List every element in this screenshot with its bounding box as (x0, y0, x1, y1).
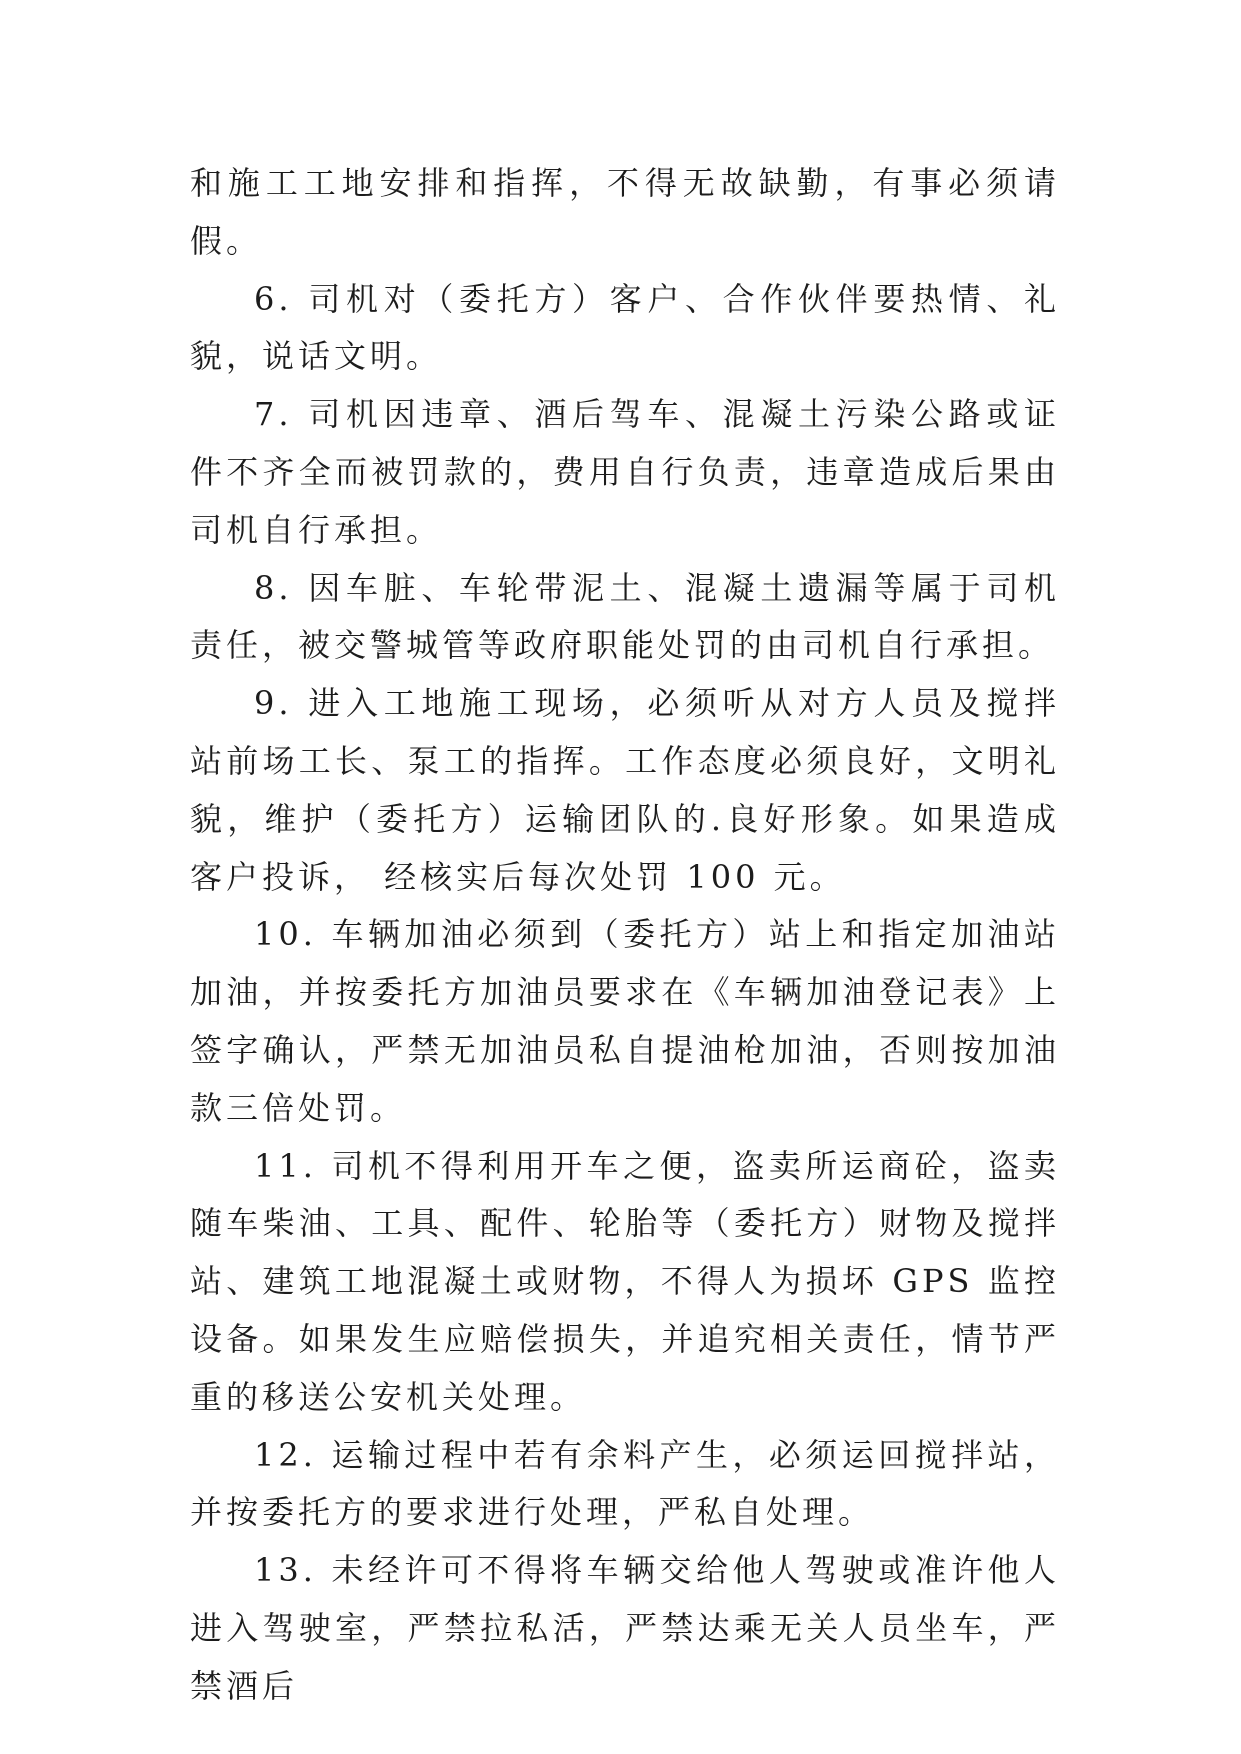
paragraph-item-6: 6. 司机对（委托方）客户、合作伙伴要热情、礼貌，说话文明。 (190, 279, 1060, 376)
paragraph-continued: 和施工工地安排和指挥，不得无故缺勤，有事必须请假。 (190, 164, 1060, 260)
paragraph-item-9: 9. 进入工地施工现场，必须听从对方人员及搅拌站前场工长、泵工的指挥。工作态度必须良好，文明礼貌，维护（委托方）运输团队的.良好形象。如果造成客户投诉， 经核实后每次处罚 100 元。 (190, 684, 1060, 896)
paragraph-item-10: 10. 车辆加油必须到（委托方）站上和指定加油站加油，并按委托方加油员要求在《车辆加油登记表》上签字确认，严禁无加油员私自提油枪加油，否则按加油款三倍处罚。 (190, 915, 1060, 1127)
paragraph-item-7: 7. 司机因违章、酒后驾车、混凝土污染公路或证件不齐全而被罚款的，费用自行负责，违章造成后果由司机自行承担。 (190, 395, 1060, 549)
paragraph-item-11: 11. 司机不得利用开车之便，盗卖所运商砼，盗卖随车柴油、工具、配件、轮胎等（委托方）财物及搅拌站、建筑工地混凝土或财物，不得人为损坏 GPS 监控设备。如果发生应赔偿损失，并追究相关责任，情节严重的移送公安机关处理。 (190, 1146, 1060, 1416)
document-body (190, 155, 1060, 1716)
paragraph-item-8: 8. 因车脏、车轮带泥土、混凝土遗漏等属于司机责任，被交警城管等政府职能处罚的由司机自行承担。 (190, 568, 1060, 665)
paragraph-item-13: 13. 未经许可不得将车辆交给他人驾驶或准许他人进入驾驶室，严禁拉私活，严禁达乘无关人员坐车，严禁酒后 (190, 1551, 1060, 1705)
paragraph-item-12: 12. 运输过程中若有余料产生，必须运回搅拌站，并按委托方的要求进行处理，严私自处理。 (190, 1435, 1060, 1532)
